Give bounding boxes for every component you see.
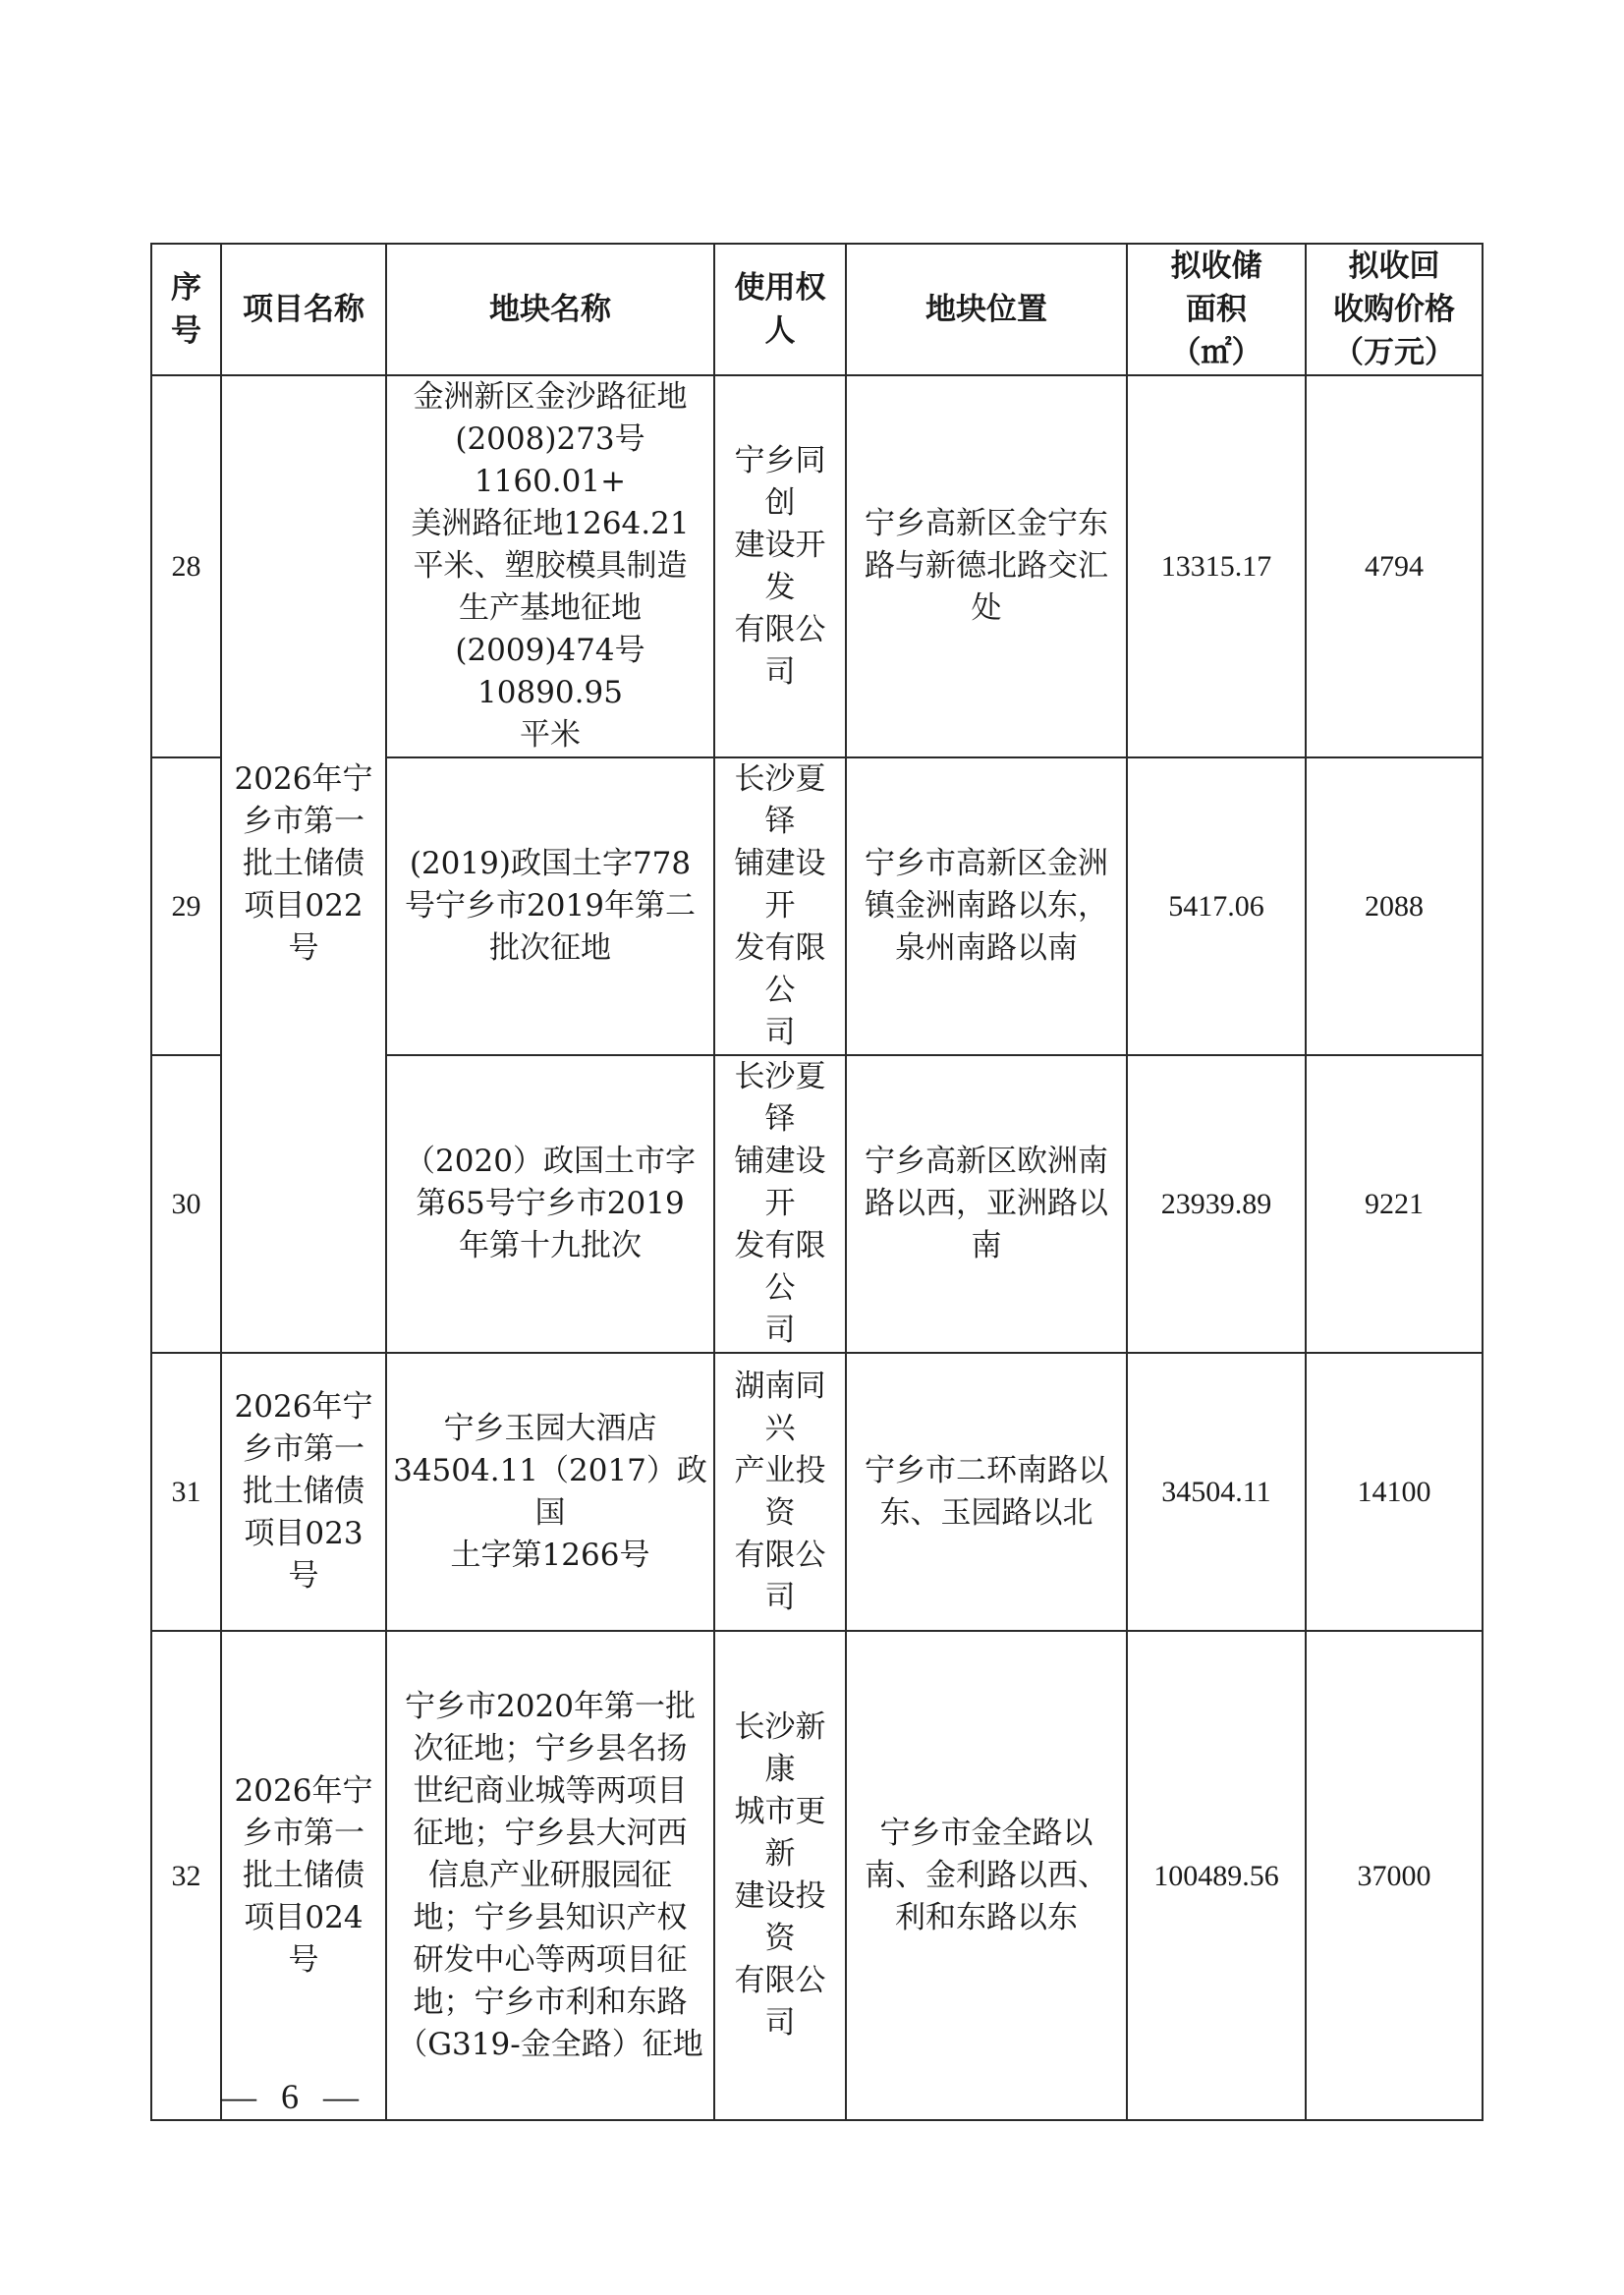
price: 37000 [1306, 1631, 1483, 2120]
table-header-row [151, 244, 1483, 375]
price: 9221 [1306, 1055, 1483, 1353]
header-location: 地块位置 [846, 244, 1127, 375]
parcel-name: 宁乡玉园大酒店 34504.11（2017）政国 土字第1266号 [386, 1353, 714, 1631]
price: 4794 [1306, 375, 1483, 757]
location: 宁乡市高新区金洲 镇金洲南路以东， 泉州南路以南 [846, 757, 1127, 1055]
owner: 长沙新康 城市更新 建设投资 有限公司 [714, 1631, 846, 2120]
price: 2088 [1306, 757, 1483, 1055]
header-owner: 使用权人 [714, 244, 846, 375]
row-seq: 32 [151, 1631, 221, 2120]
parcel-name: 金洲新区金沙路征地 (2008)273号1160.01+ 美洲路征地1264.21 平米、塑胶模具制造 生产基地征地 (2009)474号10890.95 平米 [386, 375, 714, 757]
header-parcel-name: 地块名称 [386, 244, 714, 375]
table-row [151, 1631, 1483, 2120]
area: 13315.17 [1127, 375, 1306, 757]
owner: 宁乡同创 建设开发 有限公司 [714, 375, 846, 757]
page-number: — 6 — [221, 2077, 366, 2116]
header-project-name: 项目名称 [221, 244, 386, 375]
header-seq: 序 号 [151, 244, 221, 375]
table-row [151, 1353, 1483, 1631]
location: 宁乡高新区欧洲南 路以西，亚洲路以 南 [846, 1055, 1127, 1353]
table-row [151, 375, 1483, 757]
project-name: 2026年宁 乡市第一 批土储债 项目023 号 [221, 1353, 386, 1631]
row-seq: 30 [151, 1055, 221, 1353]
location: 宁乡高新区金宁东 路与新德北路交汇 处 [846, 375, 1127, 757]
header-area: 拟收储 面积 （㎡） [1127, 244, 1306, 375]
parcel-name: 宁乡市2020年第一批 次征地；宁乡县名扬 世纪商业城等两项目 征地；宁乡县大河西 信息产业研服园征 地；宁乡县知识产权 研发中心等两项目征 地；宁乡市利和东路 （G319-金全路）征地 [386, 1631, 714, 2120]
row-seq: 28 [151, 375, 221, 757]
location: 宁乡市二环南路以 东、玉园路以北 [846, 1353, 1127, 1631]
area: 100489.56 [1127, 1631, 1306, 2120]
area: 23939.89 [1127, 1055, 1306, 1353]
area: 5417.06 [1127, 757, 1306, 1055]
project-name: 2026年宁 乡市第一 批土储债 项目022 号 [221, 375, 386, 1353]
row-seq: 29 [151, 757, 221, 1055]
parcel-name: (2019)政国土字778 号宁乡市2019年第二 批次征地 [386, 757, 714, 1055]
project-name: 2026年宁 乡市第一 批土储债 项目024 号 [221, 1631, 386, 2120]
location: 宁乡市金全路以 南、金利路以西、 利和东路以东 [846, 1631, 1127, 2120]
owner: 湖南同兴 产业投资 有限公司 [714, 1353, 846, 1631]
row-seq: 31 [151, 1353, 221, 1631]
owner: 长沙夏铎 铺建设开 发有限公 司 [714, 1055, 846, 1353]
parcel-name: （2020）政国土市字 第65号宁乡市2019 年第十九批次 [386, 1055, 714, 1353]
area: 34504.11 [1127, 1353, 1306, 1631]
owner: 长沙夏铎 铺建设开 发有限公 司 [714, 757, 846, 1055]
price: 14100 [1306, 1353, 1483, 1631]
header-price: 拟收回 收购价格 （万元） [1306, 244, 1483, 375]
land-acquisition-table [150, 243, 1484, 2121]
